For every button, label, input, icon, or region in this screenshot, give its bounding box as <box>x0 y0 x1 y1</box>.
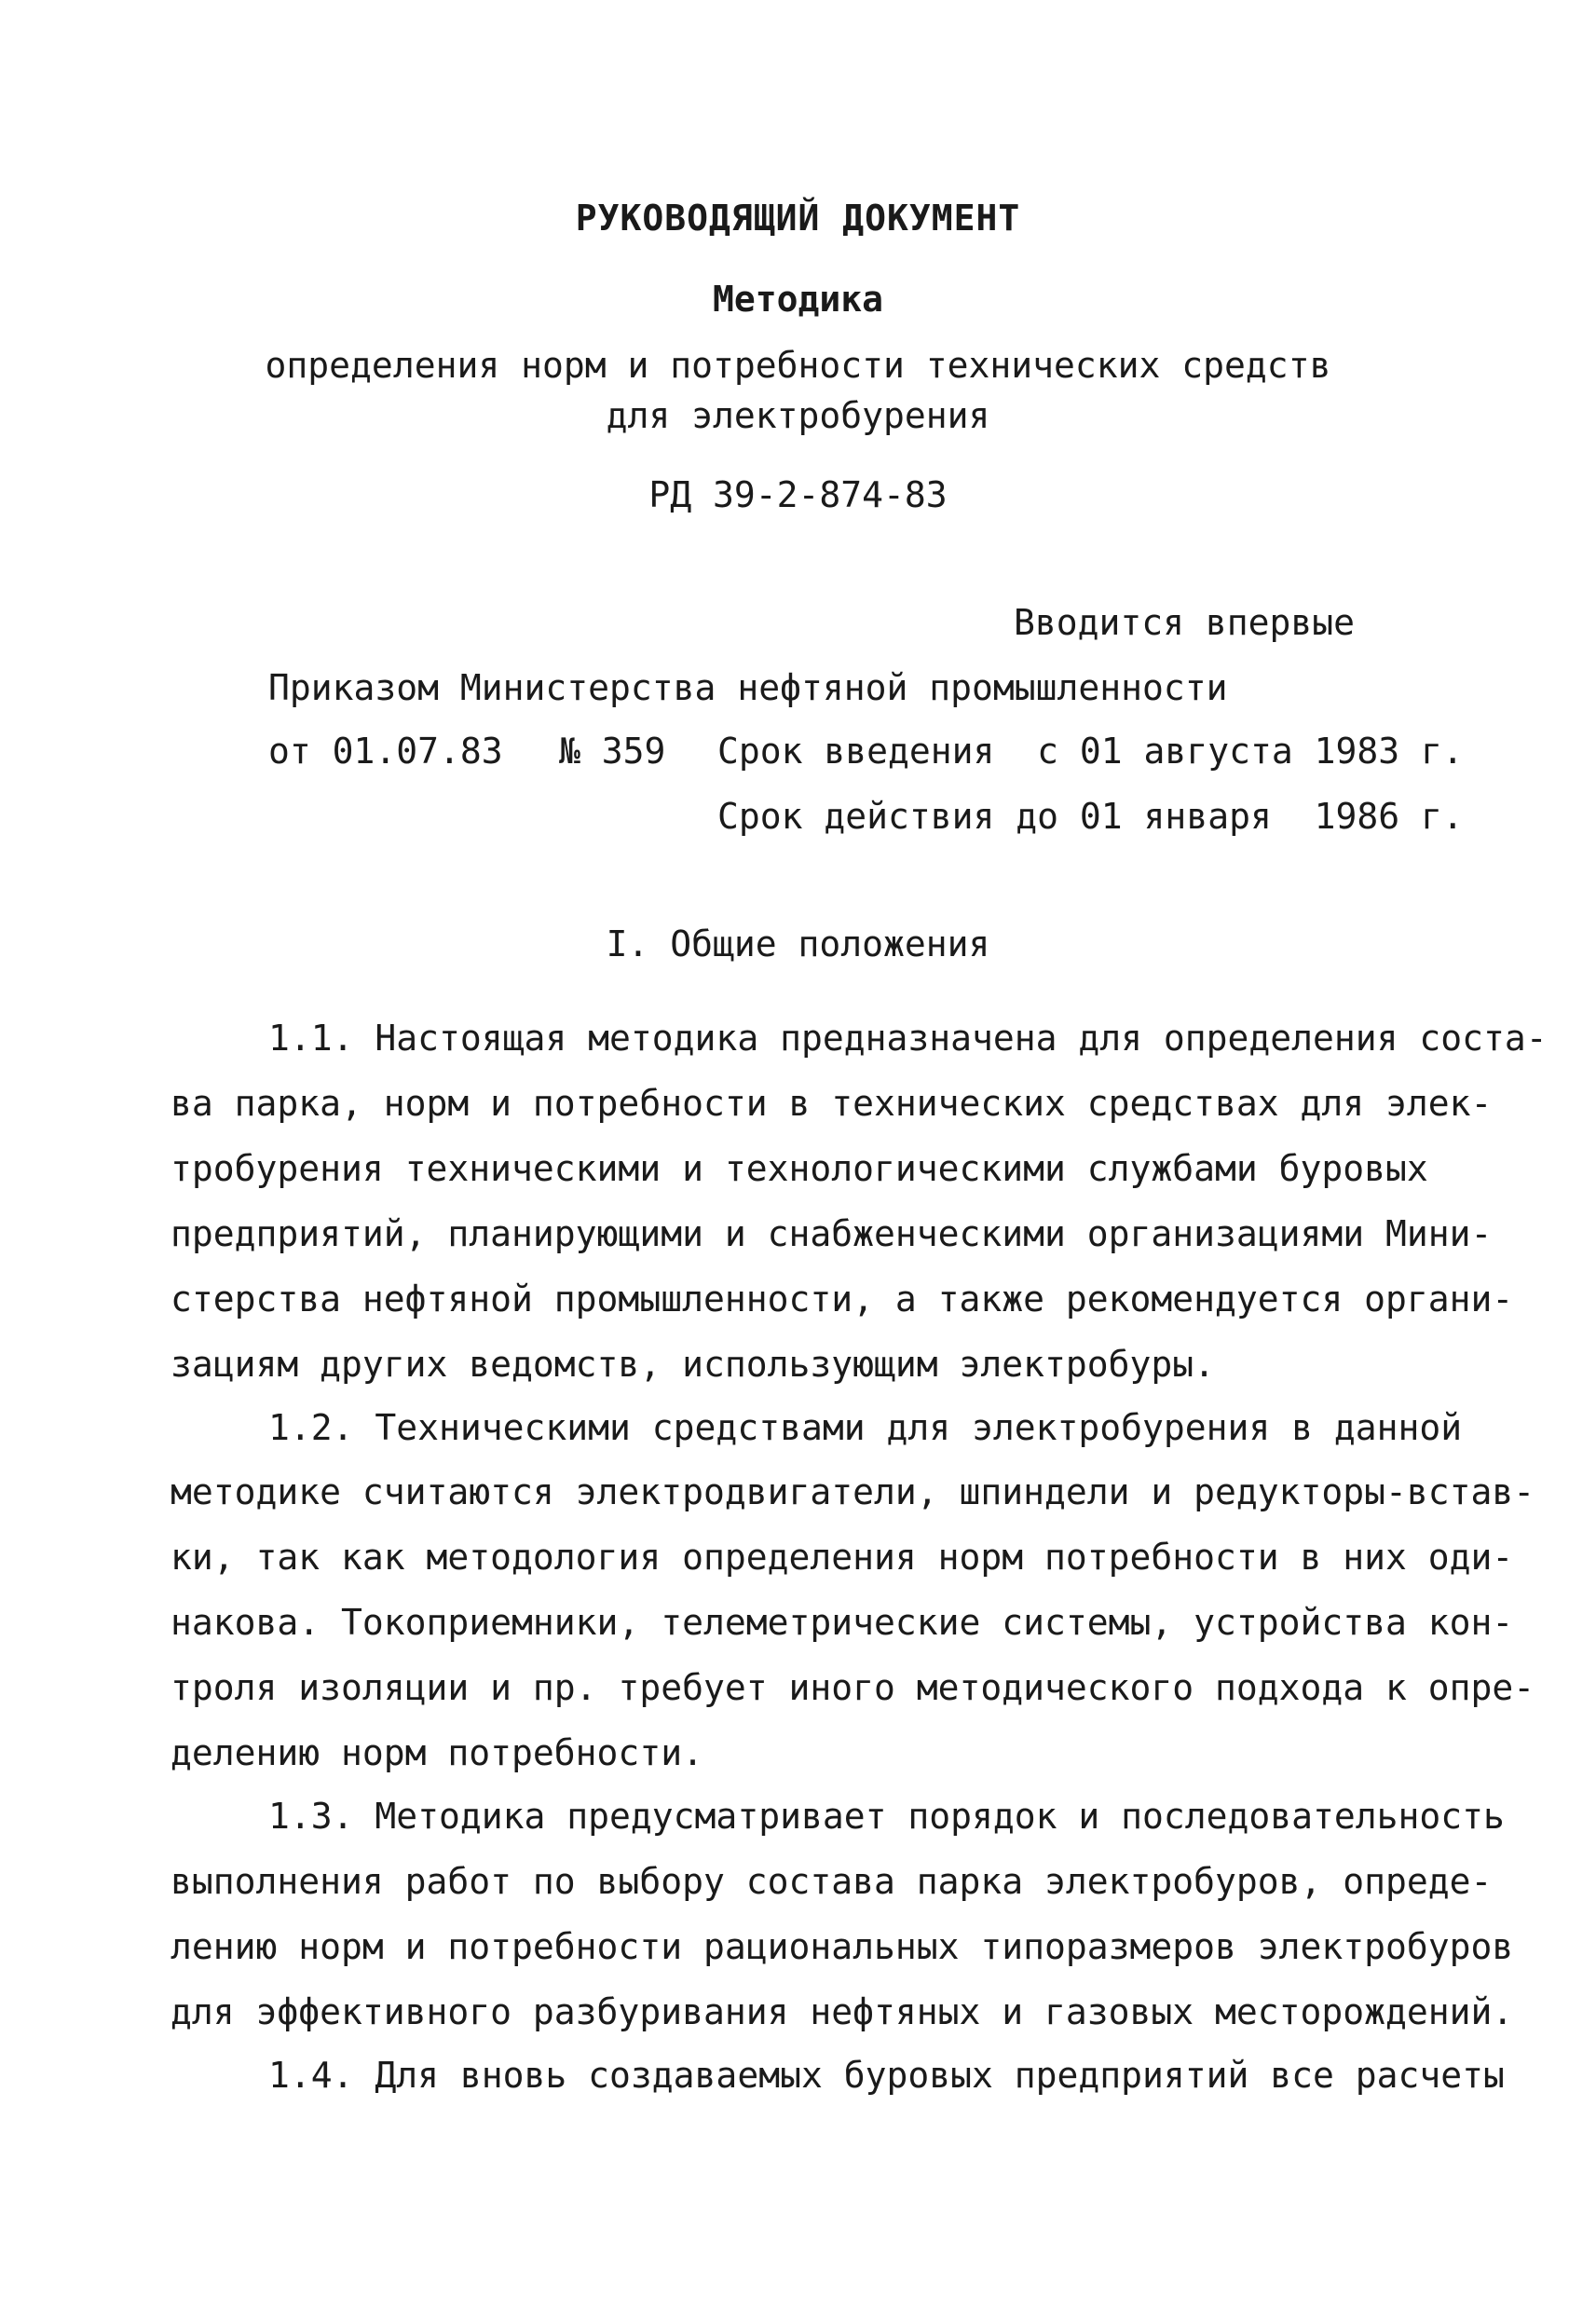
paragraph-line: 1.2. Техническими средствами для электробурения в данной <box>268 1407 1463 1448</box>
paragraph-line: зациям других ведомств, использующим электробуры. <box>171 1344 1216 1385</box>
validity-date: Срок действия до 01 января 1986 г. <box>717 796 1464 837</box>
paragraph-line: методике считаются электродвигатели, шпиндели и редукторы-встав- <box>171 1471 1535 1512</box>
document-code: РД 39-2-874-83 <box>648 474 948 515</box>
paragraph-line: для эффективного разбуривания нефтяных и газовых месторождений. <box>171 1991 1514 2032</box>
title-line-2: для электробурения <box>606 395 990 436</box>
order-number: № 359 <box>559 731 666 772</box>
paragraph-line: предприятий, планирующими и снабженческими организациями Мини- <box>171 1213 1493 1254</box>
order-date: от 01.07.83 <box>268 731 503 772</box>
paragraph-line: выполнения работ по выбору состава парка электробуров, опреде- <box>171 1861 1493 1902</box>
paragraph-line: стерства нефтяной промышленности, а также рекомендуется органи- <box>171 1279 1514 1320</box>
paragraph-line: лению норм и потребности рациональных типоразмеров электробуров <box>171 1926 1514 1967</box>
paragraph-line: 1.4. Для вновь создаваемых буровых предприятий все расчеты <box>268 2055 1505 2096</box>
paragraph-line: накова. Токоприемники, телеметрические системы, устройства кон- <box>171 1602 1514 1643</box>
paragraph-line: троля изоляции и пр. требует иного методического подхода к опре- <box>171 1667 1535 1708</box>
first-time-note: Вводится впервые <box>1014 602 1356 643</box>
method-heading: Методика <box>712 279 884 320</box>
paragraph-line: 1.1. Настоящая методика предназначена для определения соста- <box>268 1018 1548 1059</box>
paragraph-line: ва парка, норм и потребности в технических средствах для элек- <box>171 1083 1493 1124</box>
section-heading: I. Общие положения <box>606 923 990 964</box>
paragraph-line: ки, так как методология определения норм потребности в них оди- <box>171 1537 1514 1578</box>
effective-date: Срок введения с 01 августа 1983 г. <box>717 731 1464 772</box>
paragraph-line: делению норм потребности. <box>171 1732 703 1773</box>
paragraph-line: тробурения техническими и технологическими службами буровых <box>171 1148 1428 1189</box>
title-line-1: определения норм и потребности технических средств <box>265 345 1331 386</box>
paragraph-line: 1.3. Методика предусматривает порядок и последовательность <box>268 1796 1505 1837</box>
document-type-heading: РУКОВОДЯЩИЙ ДОКУМЕНТ <box>575 198 1021 239</box>
order-line: Приказом Министерства нефтяной промышленности <box>268 667 1228 708</box>
